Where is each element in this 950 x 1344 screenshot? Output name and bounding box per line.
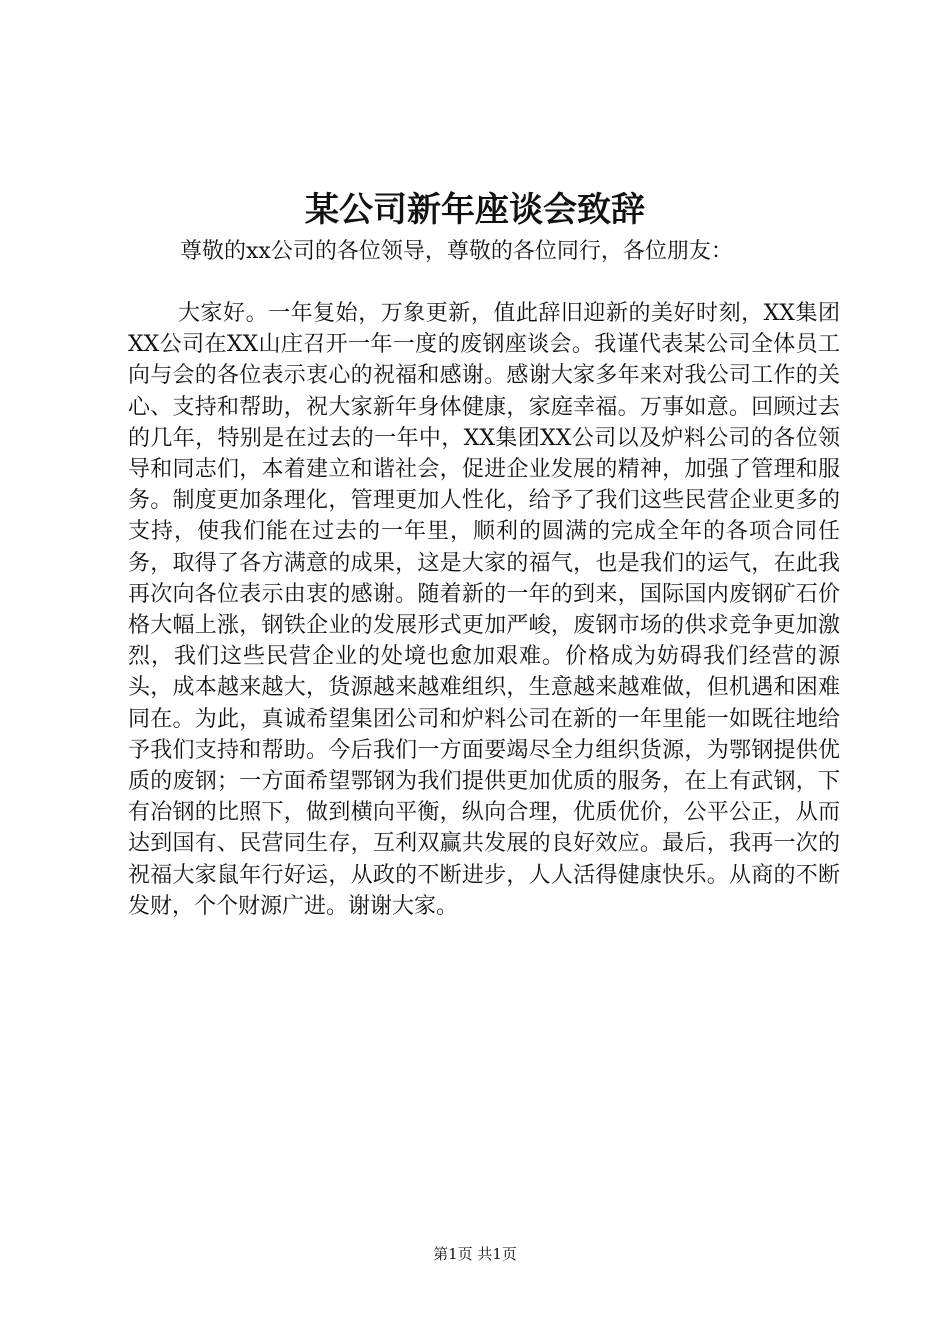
document-title: 某公司新年座谈会致辞 (305, 190, 645, 230)
salutation-paragraph: 尊敬的xx公司的各位领导，尊敬的各位同行，各位朋友： (180, 239, 733, 264)
page-number-footer: 第1页 共1页 (433, 1245, 517, 1263)
body-paragraph: 大家好。一年复始，万象更新，值此辞旧迎新的美好时刻，XX集团XX公司在XX山庄召开一年一度的废钢座谈会。我谨代表某公司全体员工向与会的各位表示衷心的祝福和感谢。感谢大家多年来对我公司工作的关心、支持和帮助，祝大家新年身体健康，家庭幸福。万事如意。回顾过去的几年，特别是在过去的一年中，XX集团XX公司以及炉料公司的各位领导和同志们，本着建立和谐社会，促进企业发展的精神，加强了管理和服务。制度更加条理化，管理更加人性化，给予了我们这些民营企业更多的支持，使我们能在过去的一年里，顺利的圆满的完成全年的各项合同任务，取得了各方满意的成果，这是大家的福气，也是我们的运气，在此我再次向各位表示由衷的感谢。随着新的一年的到来，国际国内废钢矿石价格大幅上涨，钢铁企业的发展形式更加严峻，废钢市场的供求竞争更加激烈，我们这些民营企业的处境也愈加艰难。价格成为妨碍我们经营的源头，成本越来越大，货源越来越难组织，生意越来越难做，但机遇和困难同在。为此，真诚希望集团公司和炉料公司在新的一年里能一如既往地给予我们支持和帮助。今后我们一方面要竭尽全力组织货源，为鄂钢提供优质的废钢；一方面希望鄂钢为我们提供更加优质的服务，在上有武钢，下有冶钢的比照下，做到横向平衡，纵向合理，优质优价，公平公正，从而达到国有、民营同生存，互利双赢共发展的良好效应。最后，我再一次的祝福大家鼠年行好运，从政的不断进步，人人活得健康快乐。从商的不断发财，个个财源广进。谢谢大家。 (128, 301, 840, 919)
